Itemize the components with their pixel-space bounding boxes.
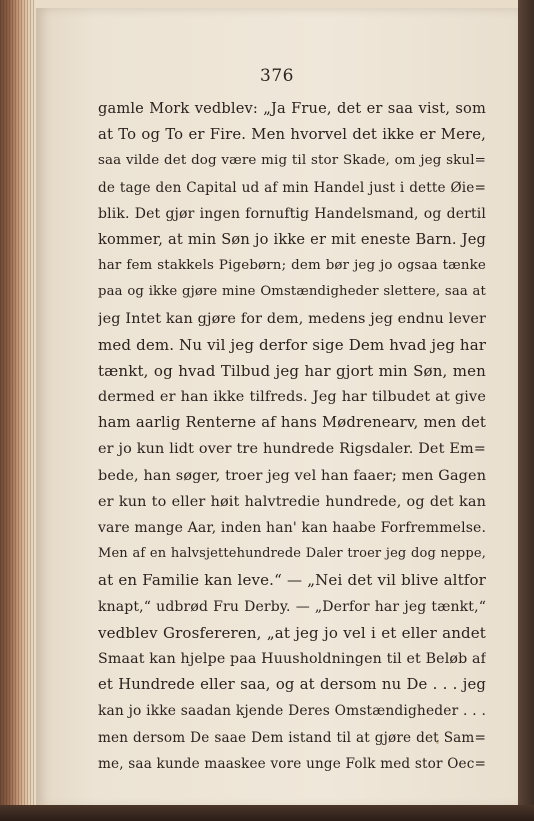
text-line: me, saa kunde maaskee vore unge Folk med stor Oec=	[98, 755, 486, 772]
text-line: ham aarlig Renterne af hans Mødrenearv, men det	[98, 414, 486, 432]
text-line: har fem stakkels Pigebørn; dem bør jeg jo ogsaa tænke	[98, 258, 486, 274]
text-line: med dem. Nu vil jeg derfor sige Dem hvad jeg har	[98, 335, 486, 354]
text-line: knapt,“ udbrød Fru Derby. — „Derfor har jeg tænkt,“	[98, 598, 486, 615]
text-line: er kun to eller høit halvtredie hundrede, og det kan	[98, 493, 486, 510]
text-line: vare mange Aar, inden han' kan haabe Forfremmelse.	[98, 520, 486, 536]
text-line: er jo kun lidt over tre hundrede Rigsdaler. Det Em=	[98, 441, 486, 458]
text-line: Smaat kan hjelpe paa Huusholdningen til et Beløb af	[98, 650, 486, 667]
text-line: dermed er han ikke tilfreds. Jeg har tilbudet at give	[98, 389, 486, 406]
text-line: bede, han søger, troer jeg vel han faaer; men Gagen	[98, 467, 486, 484]
text-line: tænkt, og hvad Tilbud jeg har gjort min Søn, men	[98, 361, 486, 380]
text-line: Men af en halvsjettehundrede Daler troer jeg dog neppe,	[98, 546, 486, 562]
text-line: at To og To er Fire. Men hvorvel det ikke er Mere,	[98, 126, 486, 144]
body-text	[98, 96, 486, 777]
text-line: gamle Mork vedblev: „Ja Frue, det er saa vist, som	[98, 100, 486, 117]
text-line: at en Familie kan leve.“ — „Nei det vil blive altfor	[98, 571, 486, 590]
scan-border-bottom	[0, 805, 534, 821]
page-number: 376	[260, 66, 294, 86]
book-page-edges	[0, 0, 36, 821]
text-line: kan jo ikke saadan kjende Deres Omstændigheder . . .	[98, 703, 486, 720]
text-line: paa og ikke gjøre mine Omstændigheder slettere, saa at	[98, 284, 486, 300]
text-line: kommer, at min Søn jo ikke er mit eneste Barn. Jeg	[98, 230, 486, 248]
text-line: men dersom De saae Dem istand til at gjøre det Sam=	[98, 729, 486, 746]
text-line: de tage den Capital ud af min Handel just i dette Øie=	[98, 179, 486, 196]
text-line: et Hundrede eller saa, og at dersom nu De . . . jeg	[98, 676, 486, 694]
text-line: jeg Intet kan gjøre for dem, medens jeg endnu lever	[98, 310, 486, 327]
text-line: blik. Det gjør ingen fornuftig Handelsmand, og dertil	[98, 205, 486, 222]
scan-border-right	[518, 0, 534, 821]
text-line: vedblev Grosfereren, „at jeg jo vel i et eller andet	[98, 623, 486, 642]
text-line: saa vilde det dog være mig til stor Skade, om jeg skul=	[98, 153, 486, 169]
